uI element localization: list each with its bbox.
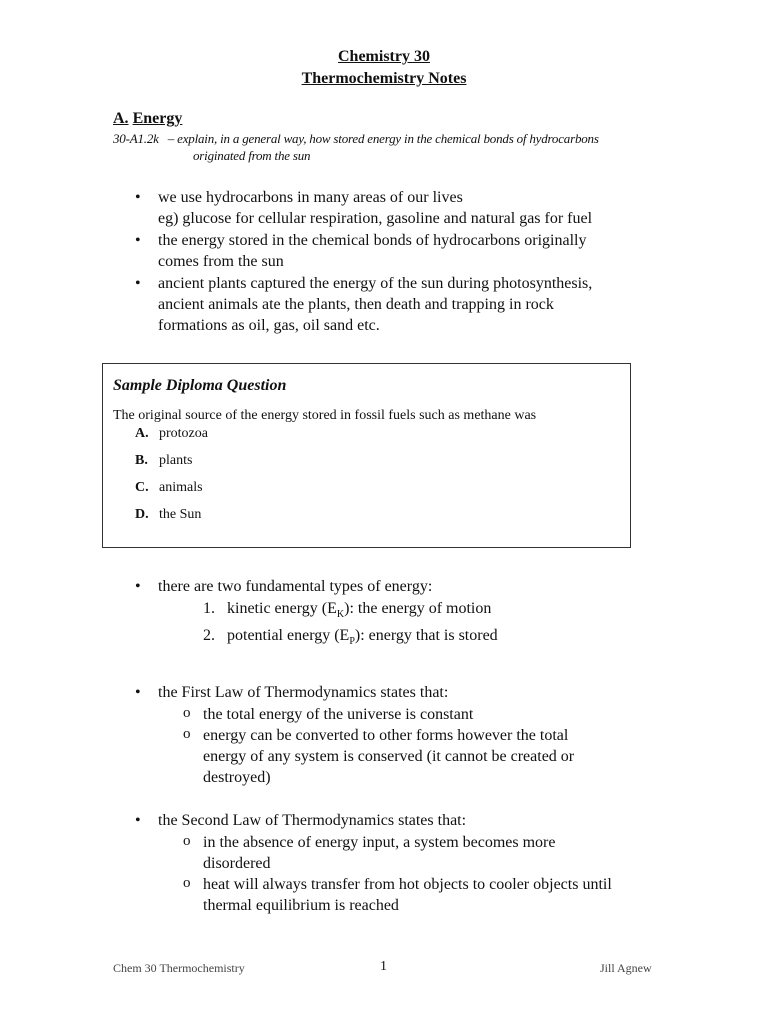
item-number: 2. [203,627,215,645]
subscript: K [336,609,345,621]
section-title: Energy [132,110,183,127]
item-text: ): the energy of motion [344,600,492,617]
bullet-text: • the Second Law of Thermodynamics states that: [158,812,467,829]
energy-bullet-list [113,187,673,337]
bullet-text: • the First Law of Thermodynamics states that: [158,684,449,701]
answer-option-b [135,453,192,469]
item-text: ): energy that is stored [354,627,498,645]
bullet-text: eg) glucose for cellular respiration, gasoline and natural gas for fuel [158,210,593,227]
sub-item-text: o in the absence of energy input, a system becomes more [203,834,556,851]
bullet-text: • the energy stored in the chemical bonds of hydrocarbons originally [158,232,587,249]
list-item [113,810,673,831]
page-number: 1 [380,959,387,974]
sub-list-item [158,725,673,788]
option-text: protozoa [159,426,208,441]
sub-item-text: o energy can be converted to other forms however the total [203,727,569,744]
footer-course: Chem 30 Thermochemistry [113,961,245,975]
answer-option-c [135,480,203,496]
list-item [113,576,673,597]
item-text: potential energy (E [227,627,350,645]
energy-types-section [113,576,673,652]
bullet-text: • ancient plants captured the energy of the sun during photosynthesis, [158,275,593,292]
list-item [113,682,673,703]
section-heading [113,110,182,128]
item-number: 1. [203,600,215,617]
sub-item-text: o heat will always transfer from hot objects to cooler objects until [203,876,612,893]
option-letter: A. [135,426,149,441]
option-text: animals [159,480,203,495]
option-text: the Sun [159,507,202,522]
list-item [113,273,673,336]
option-text: plants [159,453,193,468]
option-letter: D. [135,507,149,522]
sub-item-text: destroyed) [203,769,271,786]
item-text: kinetic energy (E [227,600,337,617]
sub-list-item [158,704,673,725]
sub-item-text: energy of any system is conserved (it cannot be created or [203,748,575,765]
answer-option-d [135,507,201,523]
objective-text-line1: explain, in a general way, how stored energy in the chemical bonds of hydrocarbons [177,131,599,146]
sub-list-item [158,832,673,874]
option-letter: C. [135,480,149,495]
objective-dash: – [167,131,175,146]
objective-text-line2: originated from the sun [193,148,311,163]
sub-list-item [158,874,673,916]
bullet-text: comes from the sun [158,253,284,270]
option-letter: B. [135,453,148,468]
numbered-item [113,625,673,652]
objective-code: 30-A1.2k [113,131,159,146]
sub-item-text: thermal equilibrium is reached [203,897,399,914]
curriculum-objective [113,130,673,164]
bullet-text: ancient animals ate the plants, then death and trapping in rock [158,296,554,313]
bullet-text: • we use hydrocarbons in many areas of our lives [158,189,463,206]
answer-option-a [135,426,208,442]
bullet-text: formations as oil, gas, oil sand etc. [158,317,380,334]
list-item [113,230,673,272]
footer-author: Jill Agnew [600,961,652,975]
sample-question-box [102,363,631,548]
bullet-text: • there are two fundamental types of energy: [158,578,433,595]
sub-item-text: disordered [203,855,271,872]
sub-list [113,704,673,788]
subscript: P [349,636,355,648]
document-title: Chemistry 30 [338,48,430,65]
question-text: The original source of the energy stored in fossil fuels such as methane was [113,408,537,423]
second-law-section [113,810,673,916]
document-subtitle: Thermochemistry Notes [301,70,467,87]
section-letter: A. [113,110,129,127]
first-law-section [113,682,673,788]
sub-list [113,832,673,916]
sub-item-text: o the total energy of the universe is constant [203,706,474,723]
list-item [113,187,673,229]
question-heading: Sample Diploma Question [113,377,287,394]
numbered-item [113,598,673,625]
